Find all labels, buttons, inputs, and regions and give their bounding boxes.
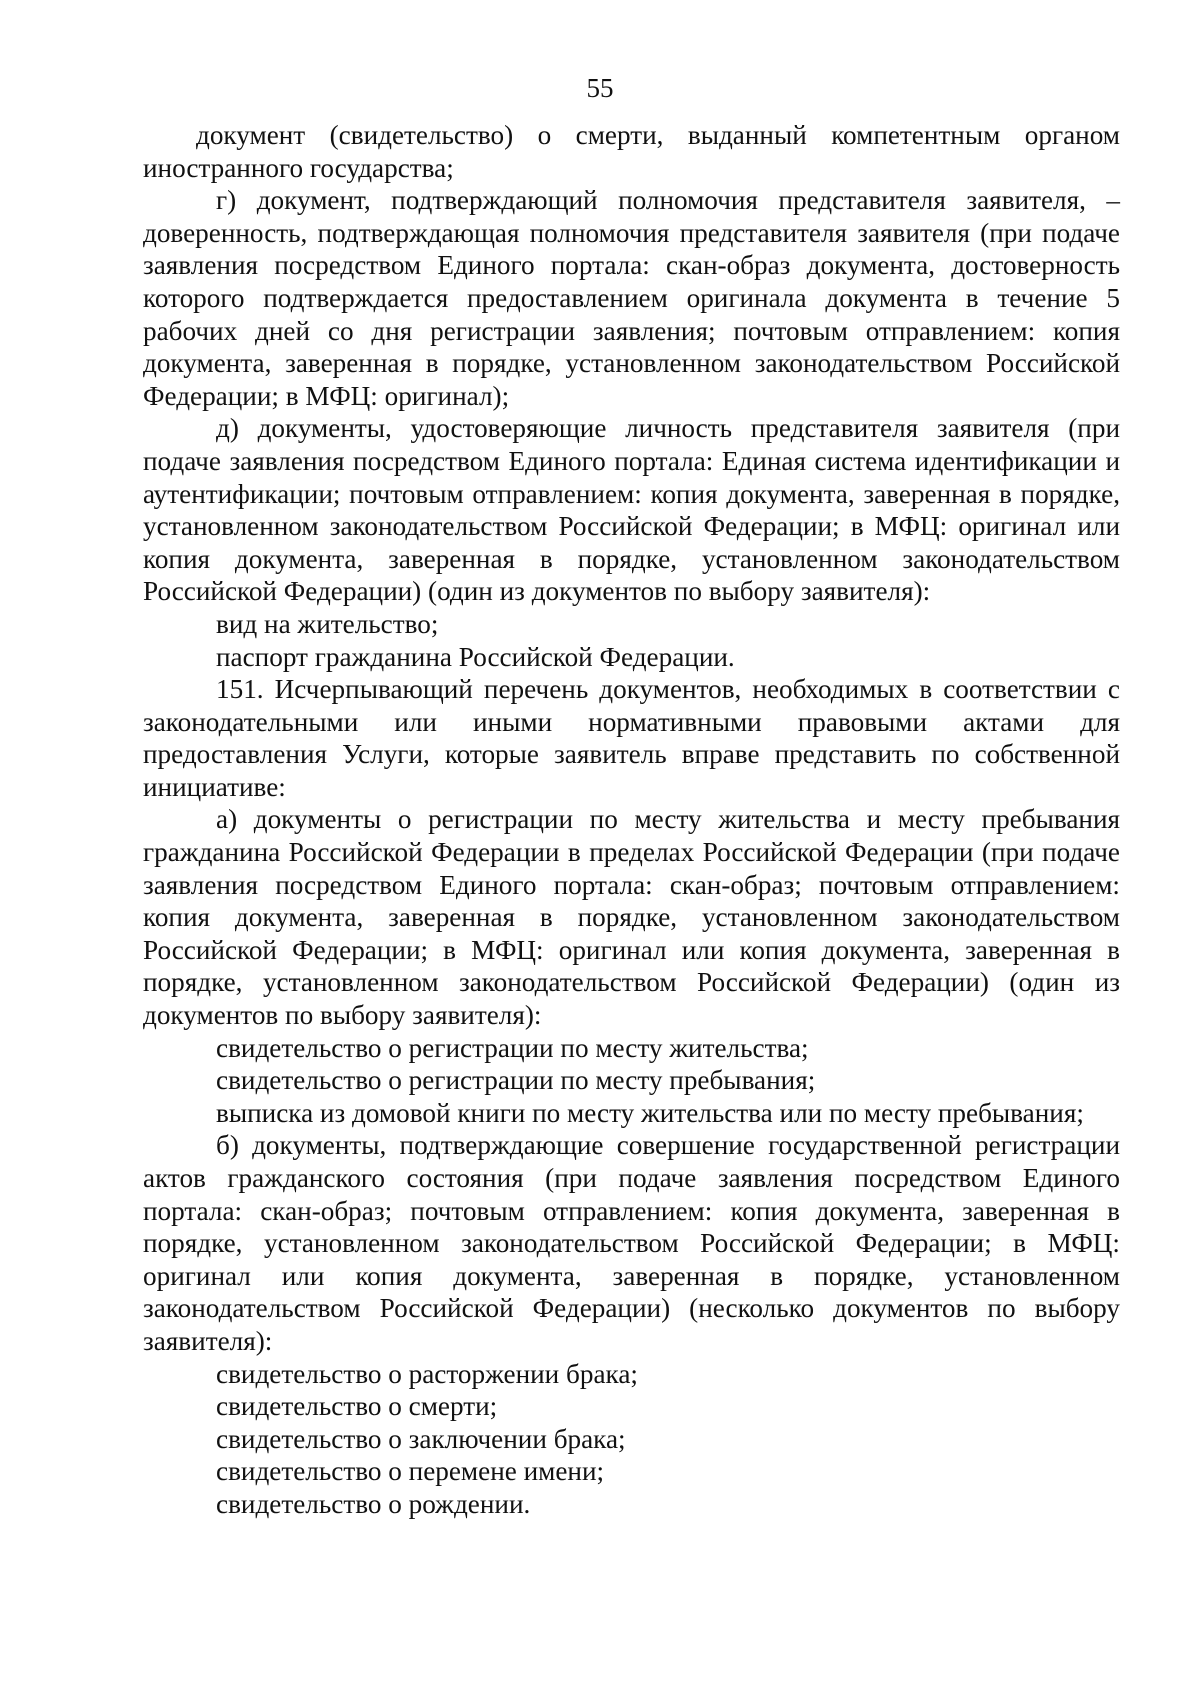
list-item-residence-registration: свидетельство о регистрации по месту жительства; — [216, 1032, 809, 1063]
list-item-marriage-certificate: свидетельство о заключении брака; — [216, 1423, 626, 1454]
list-item-death-certificate: свидетельство о смерти; — [216, 1391, 498, 1422]
paragraph-g-power-of-attorney: г) документ, подтверждающий полномочия представителя заявителя, – доверенность, подтверждающая полномочия представителя заявителя (при подаче заявления посредством Единого портала: скан-образ документа, достоверность которого подтверждается предоставлением оригинала документа в течение 5 рабочих дней со дня регистрации заявления; почтовым отправлением: копия документа, заверенная в порядке, установленном законодательством Российской Федерации; в МФЦ: оригинал); — [143, 185, 1120, 411]
document-body — [143, 119, 1120, 1521]
paragraph-death-certificate-foreign: документ (свидетельство) о смерти, выданный компетентным органом иностранного государства; — [143, 120, 1120, 183]
list-item-house-book-extract: выписка из домовой книги по месту жительства или по месту пребывания; — [216, 1097, 1084, 1128]
page-number: 55 — [586, 73, 614, 103]
list-item-name-change-certificate: свидетельство о перемене имени; — [216, 1456, 605, 1487]
list-item-stay-registration: свидетельство о регистрации по месту пребывания; — [216, 1065, 816, 1096]
paragraph-b-civil-status-documents: б) документы, подтверждающие совершение государственной регистрации актов гражданского состояния (при подаче заявления посредством Единого портала: скан-образ; почтовым отправлением: копия документа, заверенная в порядке, установленном законодательством Российской Федерации; в МФЦ: оригинал или копия документа, заверенная в порядке, установленном законодательством Российской Федерации) (несколько документов по выбору заявителя): — [143, 1130, 1120, 1356]
list-item-residence-permit: вид на жительство; — [216, 608, 439, 639]
paragraph-d-representative-identity: д) документы, удостоверяющие личность представителя заявителя (при подаче заявления посредством Единого портала: Единая система идентификации и аутентификации; почтовым отправлением: копия документа, заверенная в порядке, установленном законодательством Российской Федерации; в МФЦ: оригинал или копия документа, заверенная в порядке, установленном законодательством Российской Федерации) (один из документов по выбору заявителя): — [143, 413, 1120, 607]
list-item-passport: паспорт гражданина Российской Федерации. — [216, 641, 735, 672]
paragraph-151-optional-documents: 151. Исчерпывающий перечень документов, необходимых в соответствии с законодательными или иными нормативными правовыми актами для предоставления Услуги, которые заявитель вправе представить по собственной инициативе: — [143, 674, 1120, 802]
paragraph-a-registration-documents: а) документы о регистрации по месту жительства и месту пребывания гражданина Российской Федерации в пределах Российской Федерации (при подаче заявления посредством Единого портала: скан-образ; почтовым отправлением: копия документа, заверенная в порядке, установленном законодательством Российской Федерации; в МФЦ: оригинал или копия документа, заверенная в порядке, установленном законодательством Российской Федерации) (один из документов по выбору заявителя): — [143, 804, 1120, 1031]
list-item-divorce-certificate: свидетельство о расторжении брака; — [216, 1358, 638, 1389]
list-item-birth-certificate: свидетельство о рождении. — [216, 1488, 531, 1519]
